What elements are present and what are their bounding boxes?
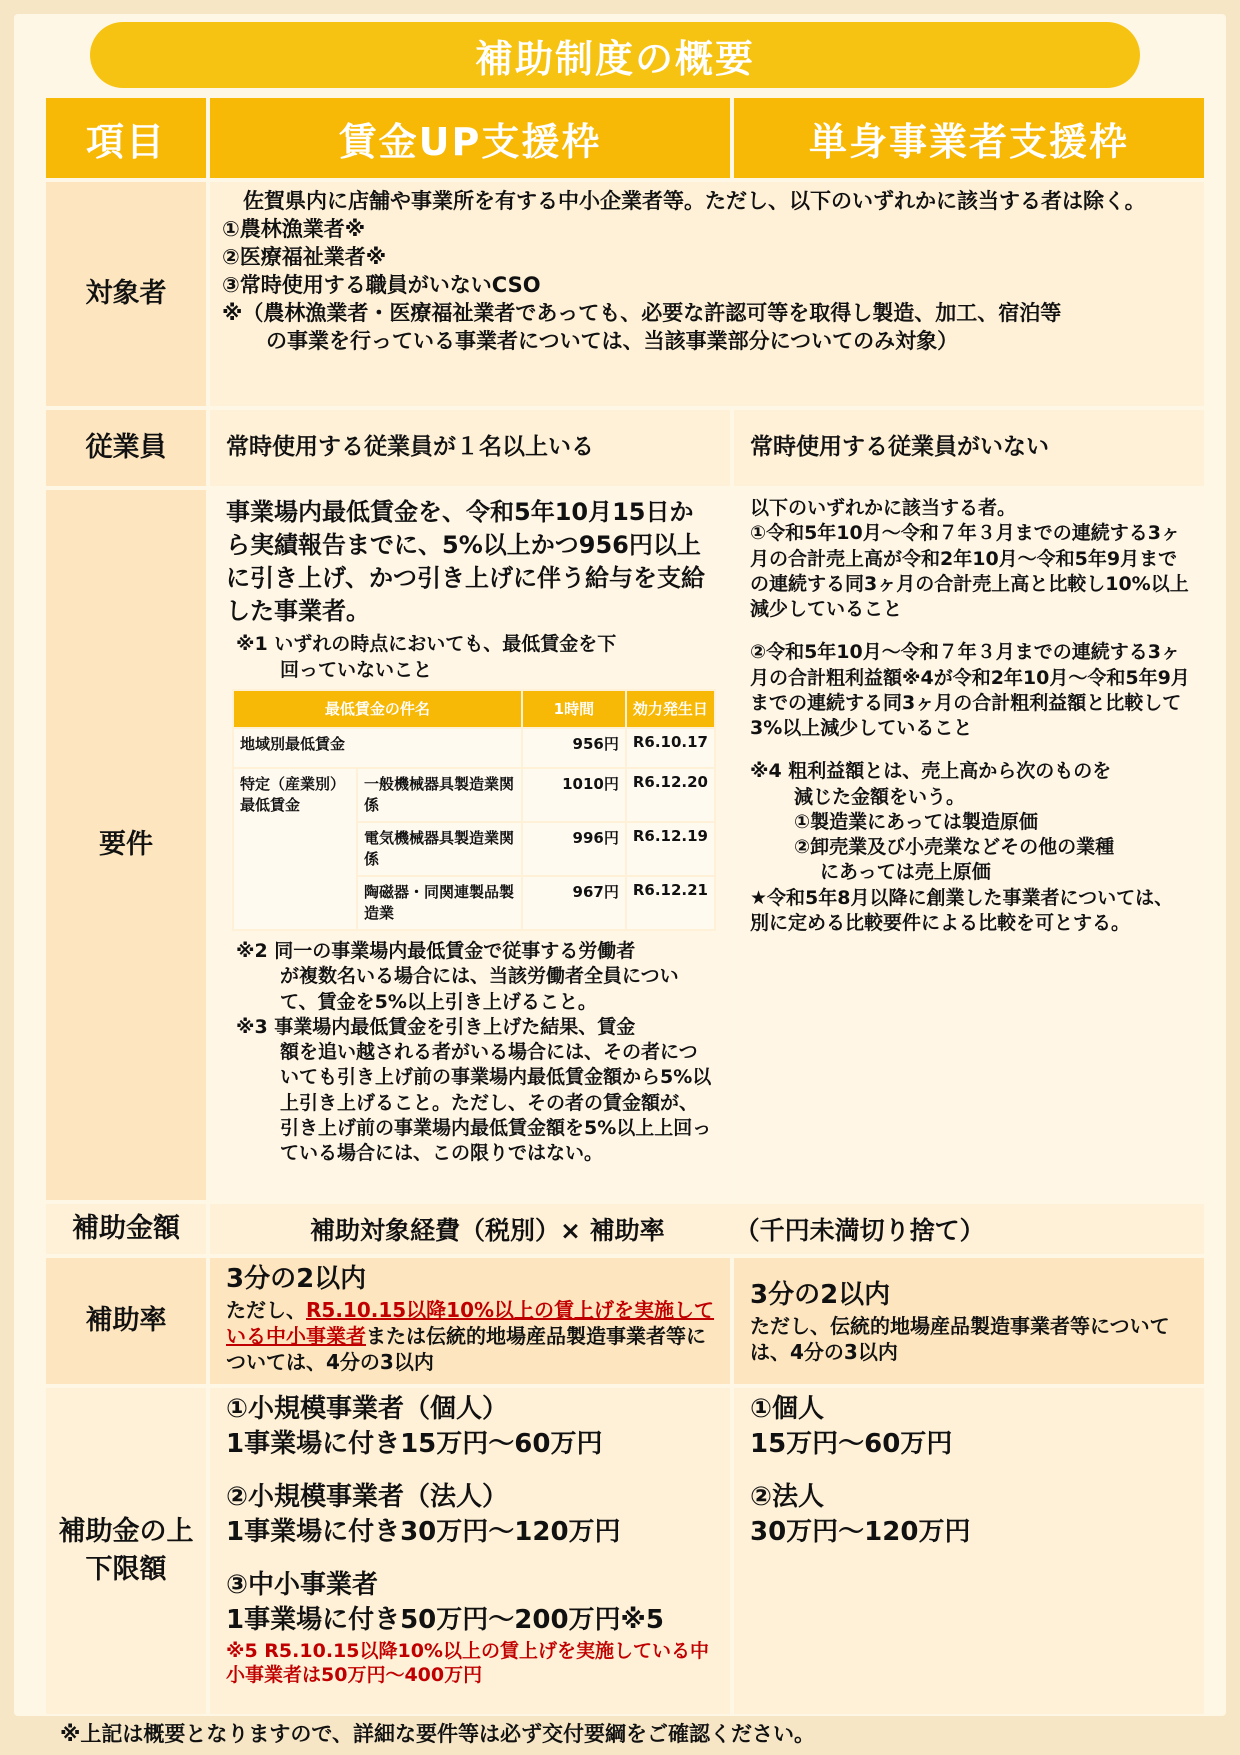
note3-b: 額を追い越される者がいる場合には、その者についても引き上げ前の事業場内最低賃金額から5%以上引き上げること。ただし、その者の賃金額が、引き上げ前の事業場内最低賃金額を5%以上上回っている場合には、この限りではない。 (280, 1041, 712, 1165)
table-cell: R6.10.17 (626, 728, 715, 768)
col2-item1: ①令和5年10月～令和７年３月までの連続する3ヶ月の合計売上高が令和2年10月～令和5年9月までの連続する同3ヶ月の合計売上高と比較し10%以上減少していること (750, 522, 1189, 621)
rate-pre: ただし、 (226, 1298, 306, 1323)
table-cell: 地域別最低賃金 (233, 728, 522, 768)
target-line: の事業を行っている事業者については、当該事業部分についてのみ対象） (266, 328, 959, 353)
amount-note: （千円未満切り捨て） (734, 1216, 985, 1245)
note4-e: にあっては売上原価 (820, 861, 991, 884)
target-content (210, 182, 1204, 406)
note2 (226, 939, 716, 1015)
table-cell: R6.12.21 (626, 876, 715, 930)
target-label: 対象者 (46, 182, 206, 406)
table-cell: 陶磁器・同関連製品製造業 (357, 876, 522, 930)
limit-amount: 30万円～120万円 (750, 1517, 971, 1548)
rate-col1 (210, 1258, 730, 1384)
limit-amount: 1事業場に付き15万円～60万円 (226, 1429, 603, 1460)
table-cell: R6.12.19 (626, 822, 715, 876)
target-line: ①農林漁業者※ (222, 216, 366, 241)
note2-a: ※2 同一の事業場内最低賃金で従事する労働者 (236, 939, 636, 962)
rate-col2-head: 3分の2以内 (750, 1280, 891, 1310)
min-wage-table (232, 689, 716, 931)
note4-a: ※4 粗利益額とは、売上高から次のものを (750, 760, 1112, 783)
amount-formula: 補助対象経費（税別）× 補助率 (310, 1216, 665, 1245)
col2-item2: ②令和5年10月～令和７年３月までの連続する3ヶ月の合計粗利益額※4が令和2年10月～令和5年9月までの連続する同3ヶ月の合計粗利益額と比較して3%以上減少していること (750, 641, 1190, 740)
amount-content (210, 1204, 1204, 1254)
note3-a: ※3 事業場内最低賃金を引き上げた結果、賃金 (236, 1015, 636, 1038)
rate-col2-body: ただし、伝統的地場産品製造事業者等については、4分の3以内 (750, 1314, 1170, 1365)
note1-b: 回っていないこと (280, 658, 433, 681)
requirements-col1 (210, 490, 730, 1200)
limit-name: ②小規模事業者（法人） (226, 1482, 509, 1513)
table-cell: 956円 (522, 728, 626, 768)
rate-col1-head: 3分の2以内 (226, 1264, 367, 1294)
limit-name: ①小規模事業者（個人） (226, 1394, 509, 1424)
header-item: 項目 (46, 98, 206, 178)
rate-post: または伝統的地場産品製造事業者等については、4分の3以内 (226, 1324, 706, 1375)
limit-amount: 1事業場に付き30万円～120万円 (226, 1517, 621, 1548)
limits-col2 (734, 1388, 1204, 1714)
target-line: ※（農林漁業者・医療福祉業者であっても、必要な許認可等を取得し製造、加工、宿泊等 (222, 300, 1062, 325)
limit-name: ①個人 (750, 1394, 825, 1424)
rate-red: R5.10.15以降10%以上の賃上げを実施している中小事業者 (226, 1298, 715, 1349)
target-line: 佐賀県内に店舗や事業所を有する中小企業者等。ただし、以下のいずれかに該当する者は除く。 (222, 189, 1146, 213)
note3 (226, 1015, 716, 1167)
col2-star: ★令和5年8月以降に創業した事業者については、別に定める比較要件による比較を可とする。 (750, 886, 1174, 934)
table-header: 最低賃金の件名 (233, 690, 522, 728)
col2-intro: 以下のいずれかに該当する者。 (750, 497, 1017, 519)
table-header: 効力発生日 (626, 690, 715, 728)
table-header: 1時間 (522, 690, 626, 728)
target-line: ③常時使用する職員がいないCSO (222, 272, 541, 297)
page-title: 補助制度の概要 (90, 22, 1140, 88)
table-cell: R6.12.20 (626, 768, 715, 822)
rate-col1-body (226, 1297, 716, 1375)
table-cell: 1010円 (522, 768, 626, 822)
note4-b: 減じた金額をいう。 (794, 785, 966, 808)
table-row (233, 728, 715, 768)
employee-col2: 常時使用する従業員がいない (734, 410, 1204, 486)
requirements-main: 事業場内最低賃金を、令和5年10月15日から実績報告までに、5%以上かつ956円以上に引き上げ、かつ引き上げに伴う給与を支給した事業者。 (226, 498, 706, 626)
requirements-col2 (734, 490, 1204, 1200)
limits-col1 (210, 1388, 730, 1714)
employee-col1: 常時使用する従業員が１名以上いる (210, 410, 730, 486)
note1 (226, 632, 716, 683)
table-group-cell: 特定（産業別）最低賃金 (233, 768, 357, 930)
limits-label: 補助金の上下限額 (46, 1388, 206, 1714)
note1-a: ※1 いずれの時点においても、最低賃金を下 (236, 633, 617, 656)
table-cell: 967円 (522, 876, 626, 930)
note4-c: ①製造業にあっては製造原価 (794, 810, 1038, 833)
limit-name: ③中小事業者 (226, 1570, 379, 1601)
footer-note: ※上記は概要となりますので、詳細な要件等は必ず交付要綱をご確認ください。 (60, 1722, 815, 1746)
header-sole-proprietor: 単身事業者支援枠 (734, 98, 1204, 178)
note2-b: が複数名いる場合には、当該労働者全員について、賃金を5%以上引き上げること。 (280, 965, 679, 1013)
employee-label: 従業員 (46, 410, 206, 486)
table-row (233, 768, 715, 822)
note5: ※5 R5.10.15以降10%以上の賃上げを実施している中小事業者は50万円～400万円 (226, 1639, 709, 1687)
col2-note4 (750, 759, 1190, 885)
table-cell: 996円 (522, 822, 626, 876)
rate-label: 補助率 (46, 1258, 206, 1384)
limit-name: ②法人 (750, 1482, 825, 1513)
header-wage-up: 賃金UP支援枠 (210, 98, 730, 178)
table-cell: 一般機械器具製造業関係 (357, 768, 522, 822)
amount-label: 補助金額 (46, 1204, 206, 1254)
note4-d: ②卸売業及び小売業などその他の業種 (794, 836, 1115, 859)
table-cell: 電気機械器具製造業関係 (357, 822, 522, 876)
target-line: ②医療福祉業者※ (222, 244, 387, 269)
rate-col2 (734, 1258, 1204, 1384)
requirements-label: 要件 (46, 490, 206, 1200)
limit-amount: 15万円～60万円 (750, 1429, 953, 1460)
limit-amount: 1事業場に付き50万円～200万円※5 (226, 1605, 664, 1636)
